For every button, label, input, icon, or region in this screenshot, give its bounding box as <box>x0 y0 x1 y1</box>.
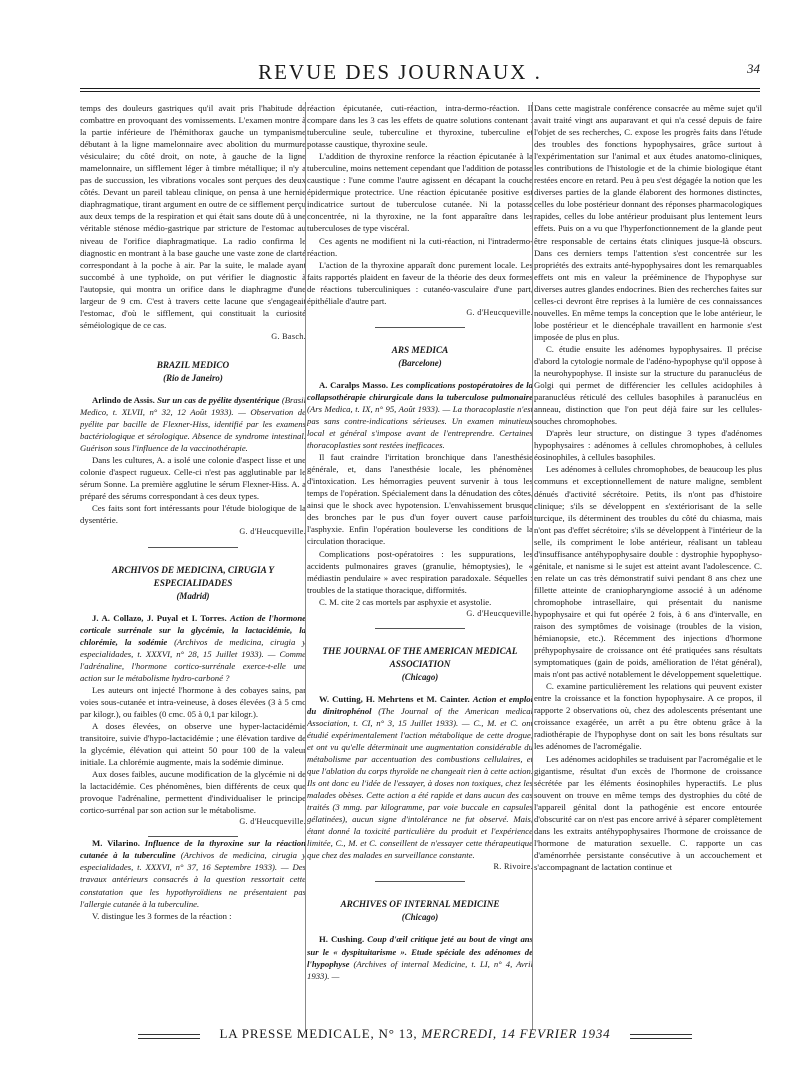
author-signature: G. d'Heucqueville. <box>466 307 533 317</box>
article-reference: (The Journal of the American medical Association, t. CI, n° 3, 15 Juillet 1933). — C., M. et C. ont étudié expérimentalement l'action métabolique de cette drogue, et ont vu qu'elle déterminait une augmentation considérable du métabolisme par accentuation des combustions cellulaires, et que l'ablation du corps thyroïde ne changeait rien à cette action. Ils ont donc eu l'idée de l'essayer, à doses non toxiques, chez les malades obèses. Cette action a été rapide et dans aucun des cas traités (3 mmg. par kilogramme, par voie buccale en capsules gélatinées), aucun signe d'intolérance ne fut observé. Mais, étant donné la toxicité particulière du produit et l'expérience limitée, C., M. et C. conseillent de n'essayer cette thérapeutique que chez des malades en surveillance constante. <box>307 705 533 861</box>
article-authors: M. Vilarino. <box>92 838 140 849</box>
article-entry <box>307 693 533 862</box>
paragraph: C. examine particulièrement les relations qui peuvent exister entre la croissance et la fonction hypophysaire. A ce propos, il rapporte 2 observations où, chez des adolescents présentant une croissance exagérée, un arrêt a pu être obtenu grâce à la radiothérapie de l'hypophyse dont on sait les bons résultats sur les adénomes de l'acromégalie. <box>534 681 762 752</box>
article-authors: Arlindo de Assis. <box>92 394 155 405</box>
article-reference: (Archives of internal Medicine, t. LI, n° 4, Avril 1933). — <box>307 958 533 981</box>
column-right <box>534 102 762 1030</box>
article-authors: A. Caralps Masso. <box>319 379 388 390</box>
header-rule <box>80 88 760 89</box>
column-rule <box>532 102 533 1030</box>
paragraph: Ces agents ne modifient ni la cuti-réaction, ni l'intradermo-réaction. <box>307 235 533 258</box>
journal-section-location: (Chicago) <box>401 912 439 923</box>
paragraph: V. distingue les 3 formes de la réaction : <box>92 910 232 921</box>
page-number: 34 <box>747 61 760 76</box>
journal-section-title: ARS MEDICA <box>391 344 449 355</box>
section-divider <box>375 327 465 328</box>
column-middle <box>307 102 533 1030</box>
footer-line <box>200 1026 630 1042</box>
paragraph: Dans les cultures, A. a isolé une colonie d'aspect lisse et une colonie d'aspect rugueux. Celle-ci n'est pas agglutinable par le sérum Sonne. La première agglutine le sérum Flexner-Hiss. A. a préparé des sérums correspondant à ces deux types. <box>80 455 306 502</box>
journal-section-title: ARCHIVOS DE MEDICINA, CIRUGIA Y ESPECIALIDADES <box>112 564 274 588</box>
article-title: Coup d'œil critique jeté au bout de vingt ans sur le « dyspituitarisme ». Etude spéciale des adénomes de l'hypophyse <box>307 934 533 969</box>
author-signature: G. d'Heucqueville. <box>466 608 533 618</box>
section-divider <box>375 881 465 882</box>
journal-section-location: (Rio de Janeiro) <box>163 372 223 383</box>
paragraph: Complications post-opératoires : les suppurations, les accidents pulmonaires graves (granulie, hémoptysies), le « médiastin pendulaire » avec respiration paradoxale. Séquelles : troubles de la statique thoracique, difformités. <box>307 548 533 595</box>
article-reference: (Brasil Medico, t. XLVII, n° 32, 12 Août 1933). — Observation de pyélite par bacille de Flexner-Hiss, identifié par les examens bactériologique et sérologique. Absence de syndrome intestinal. Guérison sous l'influence de la vaccinothérapie. <box>80 394 306 454</box>
footer-journal: LA PRESSE MEDICALE, N° 13, <box>219 1026 418 1041</box>
author-signature: G. d'Heucqueville. <box>239 817 306 827</box>
author-signature: G. d'Heucqueville. <box>239 527 306 537</box>
running-header-title: REVUE DES JOURNAUX . <box>258 60 542 84</box>
journal-section-title: ARCHIVES OF INTERNAL MEDICINE <box>340 899 500 910</box>
column-left <box>80 102 306 1030</box>
header-rule-double <box>80 91 760 92</box>
paragraph: L'action de la thyroxine apparaît donc purement locale. Les faits rapportés plaident en faveur de la théorie des deux formes de réactions tuberculiniques : cutanéo-vasculaire d'une part, épithéliale d'autre part. <box>307 259 533 306</box>
footer-rule <box>630 1034 692 1035</box>
article-title: Action et emploi du dinitrophénol <box>307 693 533 716</box>
paragraph: C. étudie ensuite les adénomes hypophysaires. Il précise d'abord la cytologie normale de l'adéno-hypophyse qu'il oppose à la neurohypophyse. Il insiste sur la structure du paranucléus de Golgi qui permet de différencier les cellules acidophiles à paranucléus réticulé des cellules basophiles à paranucléus en anneau, distinction que l'on peut déjà faire sur les cellules-souches chromophobes. <box>534 343 762 427</box>
paragraph: Aux doses faibles, aucune modification de la glycémie ni de la lactacidémie. Ces phénomènes, bien différents de ceux que provoque l'adrénaline, permettent d'individualiser le principe cortico-surrénal par son action sur le métabolisme. <box>80 769 306 816</box>
article-entry <box>80 394 306 454</box>
article-title: Les complications postopératoires de la collapsothérapie chirurgicale dans la tuberculose pulmonaire <box>307 379 533 402</box>
paragraph: C. M. cite 2 cas mortels par asphyxie et asystolie. <box>319 596 492 607</box>
article-title: Action de l'hormone corticale surrénale sur la glycémie, la lactacidémie, la chlorémie, la sodémie <box>80 612 306 647</box>
paragraph: D'après leur structure, on distingue 3 types d'adénomes hypophysaires : adénomes à cellules chromophobes, à cellules éosinophiles, à cellules basophiles. <box>534 428 762 463</box>
author-signature: G. Basch. <box>271 331 306 341</box>
footer-date: MERCREDI, 14 FEVRIER 1934 <box>421 1026 611 1041</box>
journal-section-location: (Barcelone) <box>398 357 442 368</box>
paragraph: Ces faits sont fort intéressants pour l'étude biologique de la dysentérie. <box>80 503 306 526</box>
footer-rule <box>138 1038 200 1039</box>
paragraph: réaction épicutanée, cuti-réaction, intra-dermo-réaction. Il compare dans les 3 cas les effets de quatre solutions contenant : tuberculine seule, tuberculine et thyroxine, tuberculine et potasse caustique, thyroxine seule. <box>307 103 533 150</box>
journal-section-title: THE JOURNAL OF THE AMERICAN MEDICAL ASSOCIATION <box>322 645 518 669</box>
article-reference: (Archivos de medicina, cirugia y especialidades, t. XXXVI, n° 37, 16 Septembre 1933). — Des travaux antérieurs consacrés à la question ressortait cette constatation que les hypothyroïdiens ne présentaient pas l'allergie cutanée à la tuberculine. <box>80 850 306 909</box>
author-signature: R. Rivoire. <box>493 862 533 872</box>
paragraph: A doses élevées, on observe une hyper-lactacidémie transitoire, suivie d'hypo-lactacidémie ; une élévation tardive de la glycémie, élévation qui atteint 50 pour 100 de la valeur initiale. La chlorémie augmente, mais la sodémie diminue. <box>80 720 306 768</box>
paragraph: Les auteurs ont injecté l'hormone à des cobayes sains, par voies sous-cutanée et intra-veineuse, à doses élevées (3 à 5 cmc par kilogr.), ou faibles (0 cmc. 05 à 0,1 par kilogr.). <box>80 684 306 719</box>
paragraph: Les adénomes à cellules chromophobes, de beaucoup les plus communs et exceptionnellement de nature maligne, semblent dénués d'activité sécrétoire. Petits, ils n'ont pas d'histoire clinique; s'ils se développent en s'extériorisant de la selle turcique, ils déterminent des troubles du côté du chiasma, mais n'ont pas d'effet sécrétoire; s'ils se développent à l'intérieur de la selle, ils compriment le lobe antérieur, réalisant un tableau d'insuffisance antéhypophysaire double : dystrophie hypophyso-génitale, et nanisme si le sujet est atteint avant l'adolescence. C. en relate un cas très démonstratif suivi pendant 8 ans chez une fillette atteinte de craniopharyngiome associé à un adénome chromophobe intrasellaire, qui présentait du nanisme hypophysaire et qui fut opérée 2 fois, à 6 ans d'intervalle, en raison des symptômes de voisinage (troubles de la vision, hémianopsie, etc.). Récemment des injections d'hormone préhypophysaire de croissance ont été pratiquées sans résultats symptomatiques (gain de poids, amélioration de l'état général), mais n'ont pas activé notablement le développement squelettique. <box>534 464 762 680</box>
article-authors: W. Cutting, H. Mehrtens et M. Cainter. <box>319 693 470 704</box>
journal-section-title: BRAZIL MEDICO <box>156 359 230 370</box>
article-reference: (Archivos de medicina, cirugia y especialidades, t. XXXVI, n° 28, 15 Juillet 1933). — Comme l'adrénaline, l'hormone cortico-surrénale exerce-t-elle une action sur le métabolisme hydro-carboné ? <box>80 636 306 683</box>
footer-rule <box>138 1034 200 1035</box>
article-authors: H. Cushing. <box>319 934 365 945</box>
paragraph: Il faut craindre l'irritation bronchique dans l'anesthésie générale, et, dans l'anesthésie locale, les phénomènes d'intoxication. Les hémorragies peuvent survenir à tous les temps de l'opération. Spécialement dans la dénudation des côtes, ainsi que le shock avec hypotension. L'envahissement brusque des bronches par le pus d'un foyer ouvert cause parfois l'asphyxie. Enfin l'opération bouleverse les conditions de la circulation thoracique. <box>307 452 533 547</box>
article-entry <box>307 379 533 451</box>
paragraph: Dans cette magistrale conférence consacrée au même sujet qu'il avait traité vingt ans auparavant et qui n'a cessé depuis de faire l'objet de ses recherches, C. expose les progrès faits dans l'étude des troubles des fonctions hypophysaires, grâce surtout à l'expérimentation sur l'animal et aux études anatomo-cliniques, les contributions de l'histologie et de la chimie biologique étant restées encore en retard. Peu à peu s'est dégagée la notion que les diverses parties de la glande élaborent des hormones distinctes, celles du lobe postérieur donnant des réponses pharmacologiques rapides, celles du lobe antérieur produisant plus lentement leurs effets. Puis on a vu que l'hyperfonctionnement de la glande peut être responsable de certains états cliniques jusque-là obscurs. Dans ces derniers temps l'attention s'est concentrée sur les propriétés des extraits anté-hypophysaires dont les remarquables effets ont mis en valeur la prééminence de l'hypophyse sur diverses autres glandes endocrines. Bien des recherches faites sur celles-ci devront être reprises à la lumière de ces connaissances nouvelles. En même temps la conception que le lobe antérieur, le lobe postérieur et le diencéphale travaillent en harmonie s'est imposée de plus en plus. <box>534 103 762 342</box>
column-rule <box>305 102 306 1030</box>
article-title: Sur un cas de pyélite dysentérique <box>157 394 280 405</box>
paragraph: temps des douleurs gastriques qu'il avait pris l'habitude de combattre en provoquant des vomissements. L'examen montre à la partie inférieure de l'hémithorax gauche un tympanisme débutant à la ligne mamelonnaire avec abolition du murmure vésiculaire; du côté droit, on note, à gauche de la ligne mamelonnaire, un sifflement léger à timbre métallique; il n'y a pas de succussion, les vibrations vocales sont perçues des deux côtés. Devant un pareil tableau clinique, on pensa à une hernie diaphragmatique, tirant argument en outre de ce sifflement perçu aux deux temps de la respiration et qui était sans doute dû à une véritable sténose médio-gastrique par stricture de l'estomac au niveau de l'orifice diaphragmatique. La radio confirma le diagnostic en montrant à la base gauche une vaste zone de clarté correspondant à la poche à air. Par la suite, le malade ayant succombé à une typhoïde, on put vérifier le diagnostic à l'autopsie, qui montra un orifice dans le diaphragme d'une largeur de 9 cm. C'est à travers cette lacune que s'engageait l'estomac, d'où le sifflement, qui constituait la curiosité séméiologique de ce cas. <box>80 103 306 330</box>
article-entry <box>80 612 306 684</box>
article-entry <box>307 933 533 981</box>
article-reference: (Ars Medica, t. IX, n° 95, Août 1933). — La thoracoplastie n'est pas sans contre-indications sérieuses. Un examen minutieux local et général s'impose avant de l'entreprendre. Certaines thoracoplasties sont restées inefficaces. <box>307 403 533 451</box>
paragraph: L'addition de thyroxine renforce la réaction épicutanée à la tuberculine, moins nettement cependant que l'addition de potasse caustique : l'une comme l'autre agissent en décapant la couche épidermique protectrice. Une réaction épicutanée positive est indicatrice surtout de tuberculose cutanée. Ni la potasse concentrée, ni la thyroxine, ne la font apparaître dans les tuberculoses de type viscéral. <box>307 151 533 234</box>
footer-rule <box>630 1038 692 1039</box>
journal-section-location: (Chicago) <box>401 671 439 682</box>
paragraph: Les adénomes acidophiles se traduisent par l'acromégalie et le gigantisme, résultat d'un excès de l'hormone de croissance sécrétée par les éléments éosinophiles hyperactifs. Le plus souvent on trouve en même temps des dystrophies du côté de l'appareil génital dont la pathogénie est encore entourée d'obscurité car on n'est pas encore arrivé à séparer complètement dans les extraits antéhypophysaires l'hormone de croissance de l'hormone de maturation sexuelle. C. rapporte un cas d'aménorrhée persistante consécutive à un accouchement et s'accompagnant de lactation continue et <box>534 753 762 872</box>
section-divider <box>148 547 238 548</box>
journal-section-location: (Madrid) <box>176 590 210 601</box>
section-divider <box>375 628 465 629</box>
article-entry <box>80 837 306 909</box>
article-authors: J. A. Collazo, J. Puyal et I. Torres. <box>92 612 227 623</box>
article-title: Influence de la thyroxine sur la réaction cutanée à la tuberculine <box>80 838 306 861</box>
